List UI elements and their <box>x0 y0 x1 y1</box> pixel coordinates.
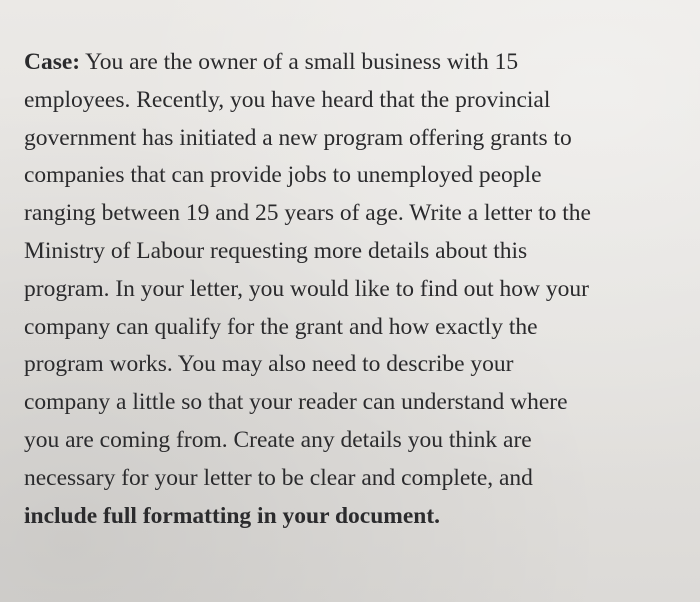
text-line-10: company a little so that your reader can understand where <box>24 389 568 416</box>
text-line-11: you are coming from. Create any details you think are <box>24 426 532 453</box>
text-line-3: government has initiated a new program offering grants to <box>24 124 572 151</box>
text-line-1-body: You are the owner of a small business with 15 <box>80 49 519 75</box>
case-paragraph <box>24 44 674 535</box>
text-line-13: include full formatting in your document. <box>24 502 441 529</box>
text-line-12: necessary for your letter to be clear and complete, and <box>24 464 533 491</box>
text-line-9: program works. You may also need to describe your <box>24 351 514 378</box>
text-line-7: program. In your letter, you would like to find out how your <box>24 275 589 302</box>
text-line-6: Ministry of Labour requesting more details about this <box>24 237 528 264</box>
text-line-4: companies that can provide jobs to unemployed people <box>24 162 542 189</box>
text-line-8: company can qualify for the grant and how exactly the <box>24 313 538 340</box>
case-label: Case: <box>24 49 81 75</box>
text-line-5: ranging between 19 and 25 years of age. Write a letter to the <box>24 200 591 227</box>
text-line-1 <box>24 44 674 82</box>
text-line-2: employees. Recently, you have heard that the provincial <box>24 86 551 113</box>
